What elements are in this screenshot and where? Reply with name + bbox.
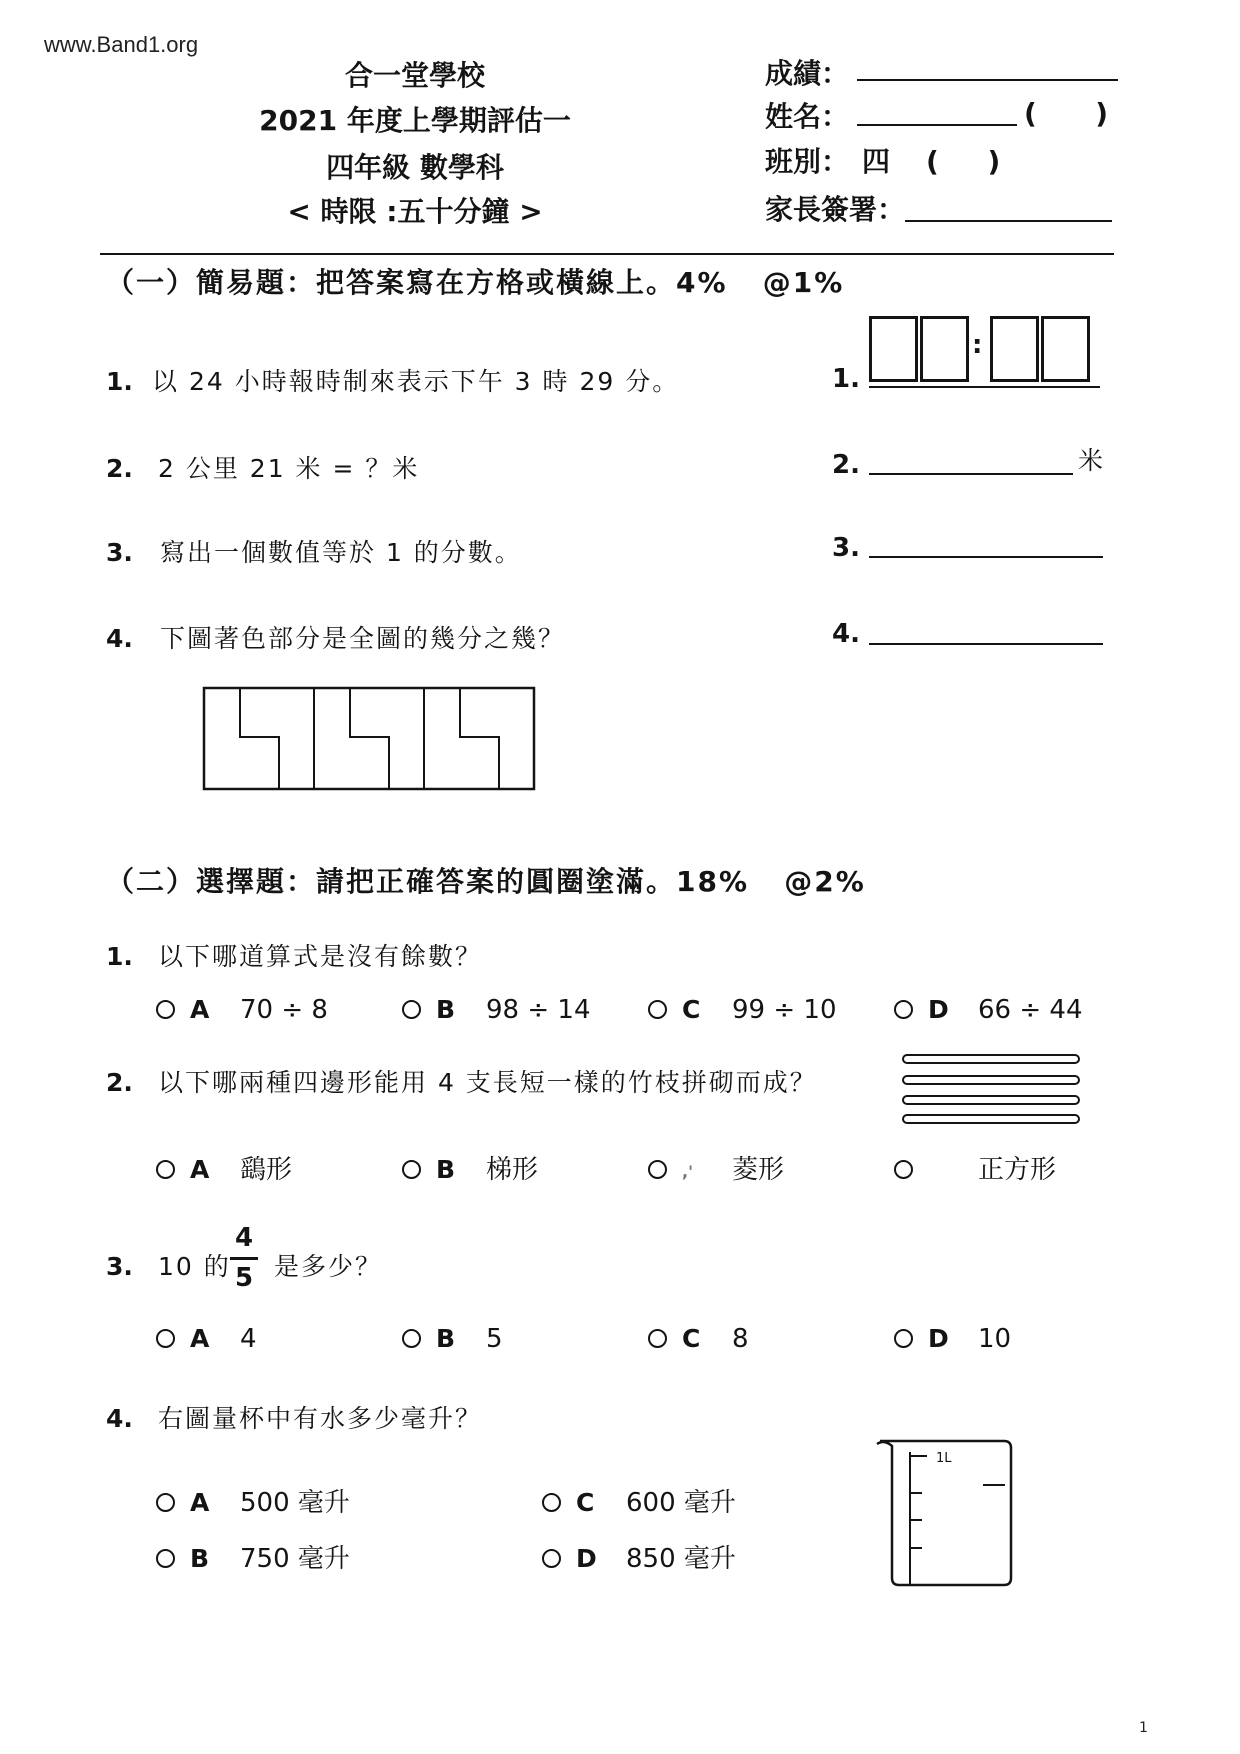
radio-circle[interactable] (402, 1160, 421, 1179)
radio-circle[interactable] (542, 1549, 561, 1568)
option-letter: D (928, 1324, 949, 1353)
option-letter: C (682, 1324, 701, 1353)
figure-zigzag-line (350, 688, 389, 789)
s2-q3-option-d[interactable] (894, 1324, 1194, 1354)
bamboo-stick (903, 1115, 1079, 1123)
s1-q1-minute-ones-box[interactable] (1041, 316, 1090, 382)
class-label: 班別： (765, 145, 850, 178)
s1-q4-number: 4. (106, 624, 133, 653)
option-letter: C (576, 1488, 595, 1517)
option-value: 梯形 (486, 1155, 539, 1185)
option-letter: C (682, 995, 701, 1024)
figure-outline (204, 688, 534, 789)
watermark-url: www.Band1.org (44, 32, 199, 57)
option-letter: B (436, 1324, 456, 1353)
fraction-figure (203, 687, 537, 792)
option-value: 98 ÷ 14 (486, 995, 591, 1025)
option-letter: D (928, 995, 949, 1024)
option-value: 500 毫升 (240, 1488, 350, 1518)
option-value: 70 ÷ 8 (240, 995, 328, 1025)
radio-circle[interactable] (648, 1329, 667, 1348)
option-letter: A (190, 1324, 210, 1353)
school-name: 合一堂學校 (344, 59, 485, 92)
option-value: 750 毫升 (240, 1544, 350, 1574)
radio-circle[interactable] (156, 1549, 175, 1568)
radio-circle[interactable] (402, 1329, 421, 1348)
s1-q1-minute-tens-box[interactable] (990, 316, 1039, 382)
radio-circle[interactable] (894, 1329, 913, 1348)
s2-q4-option-a[interactable] (156, 1488, 456, 1518)
s1-q4-answer-number: 4. (832, 619, 860, 649)
s2-q4-option-b[interactable] (156, 1544, 456, 1574)
cup-capacity-label: 1L (936, 1451, 952, 1466)
option-value: 850 毫升 (626, 1544, 736, 1574)
option-value: 菱形 (732, 1155, 785, 1185)
radio-circle[interactable] (402, 1000, 421, 1019)
bamboo-stick (903, 1096, 1079, 1104)
bamboo-sticks-figure (900, 1052, 1082, 1128)
score-label: 成績： (765, 57, 850, 90)
radio-circle[interactable] (156, 1329, 175, 1348)
option-value: 600 毫升 (626, 1488, 736, 1518)
name-label: 姓名： (765, 100, 850, 133)
assessment-title: 2021 年度上學期評估一 (259, 104, 571, 137)
s2-q4-number: 4. (106, 1404, 133, 1433)
s1-q1-answer-underline (869, 386, 1100, 388)
name-field[interactable] (857, 124, 1017, 126)
radio-circle[interactable] (894, 1160, 913, 1179)
class-section-paren[interactable]: ( ) (926, 145, 1001, 178)
section2-heading: （二）選擇題：請把正確答案的圓圈塗滿。18% @2% (106, 865, 866, 898)
s1-q3-answer-line[interactable] (869, 556, 1103, 558)
bamboo-stick (903, 1076, 1079, 1084)
score-field[interactable] (857, 79, 1118, 81)
option-letter-smudged: ,' (682, 1162, 693, 1181)
figure-zigzag-line (460, 688, 499, 789)
s2-q2-number: 2. (106, 1068, 133, 1097)
grade-subject: 四年級 數學科 (326, 151, 504, 184)
class-grade-value: 四 (862, 145, 891, 178)
fraction-numerator: 4 (234, 1223, 254, 1253)
s1-q2-answer-line[interactable] (869, 473, 1073, 475)
s1-q3-answer-number: 3. (832, 533, 860, 563)
bamboo-stick (903, 1055, 1079, 1063)
option-value: 10 (978, 1324, 1012, 1354)
fraction-bar (230, 1257, 258, 1260)
s1-q1-hour-tens-box[interactable] (869, 316, 918, 382)
s2-q1-text: 以下哪道算式是沒有餘數？ (158, 942, 483, 971)
option-letter: B (436, 995, 456, 1024)
time-limit: < 時限 :五十分鐘 > (287, 195, 543, 228)
parent-signature-field[interactable] (905, 220, 1112, 222)
option-value: 鷂形 (240, 1155, 293, 1185)
s1-q2-answer-number: 2. (832, 450, 860, 480)
section1-heading: （一）簡易題：把答案寫在方格或橫線上。4% @1% (106, 266, 845, 299)
measuring-cup-figure (870, 1435, 1020, 1591)
s1-q3-text: 寫出一個數值等於 1 的分數。 (160, 538, 522, 567)
s2-q3-text-after: 是多少？ (274, 1252, 383, 1281)
s1-q1-time-colon: : (972, 330, 983, 360)
s1-q4-answer-line[interactable] (869, 643, 1103, 645)
option-value: 正方形 (978, 1155, 1057, 1185)
s2-q2-text: 以下哪兩種四邊形能用 4 支長短一樣的竹枝拼砌而成？ (158, 1068, 817, 1097)
radio-circle[interactable] (894, 1000, 913, 1019)
s2-q1-option-d[interactable] (894, 995, 1194, 1025)
parent-signature-label: 家長簽署： (765, 193, 906, 226)
s1-q2-number: 2. (106, 454, 133, 483)
option-letter: A (190, 1488, 210, 1517)
s1-q3-number: 3. (106, 538, 133, 567)
radio-circle[interactable] (156, 1160, 175, 1179)
s1-q1-number: 1. (106, 367, 133, 396)
s2-q3-text-before: 10 的 (158, 1252, 231, 1281)
s1-q1-text: 以 24 小時報時制來表示下午 3 時 29 分。 (152, 367, 680, 396)
header-divider (100, 253, 1114, 255)
s2-q4-text: 右圖量杯中有水多少毫升？ (158, 1404, 483, 1433)
option-value: 99 ÷ 10 (732, 995, 837, 1025)
option-value: 5 (486, 1324, 503, 1354)
option-letter: A (190, 1155, 210, 1184)
radio-circle[interactable] (542, 1493, 561, 1512)
option-value: 8 (732, 1324, 749, 1354)
s2-q2-option-d[interactable] (894, 1155, 1194, 1185)
s1-q4-text: 下圖著色部分是全圖的幾分之幾？ (160, 624, 566, 653)
option-letter: D (576, 1544, 597, 1573)
radio-circle[interactable] (648, 1160, 667, 1179)
s1-q2-text: 2 公里 21 米 = ？米 (158, 454, 420, 483)
option-value: 66 ÷ 44 (978, 995, 1083, 1025)
s2-q1-number: 1. (106, 942, 133, 971)
radio-circle[interactable] (648, 1000, 667, 1019)
s1-q1-hour-ones-box[interactable] (920, 316, 969, 382)
s2-q4-option-d[interactable] (542, 1544, 842, 1574)
s1-q1-answer-number: 1. (832, 364, 860, 394)
figure-zigzag-line (240, 688, 279, 789)
option-letter: B (190, 1544, 210, 1573)
s2-q4-option-c[interactable] (542, 1488, 842, 1518)
radio-circle[interactable] (156, 1000, 175, 1019)
option-value: 4 (240, 1324, 257, 1354)
option-letter: A (190, 995, 210, 1024)
s1-q2-answer-unit: 米 (1078, 446, 1106, 475)
class-number-paren[interactable]: ( ) (1024, 97, 1109, 130)
page-number: 1 (1139, 1720, 1148, 1736)
option-letter: B (436, 1155, 456, 1184)
fraction-denominator: 5 (234, 1263, 254, 1293)
radio-circle[interactable] (156, 1493, 175, 1512)
s2-q3-number: 3. (106, 1252, 133, 1281)
